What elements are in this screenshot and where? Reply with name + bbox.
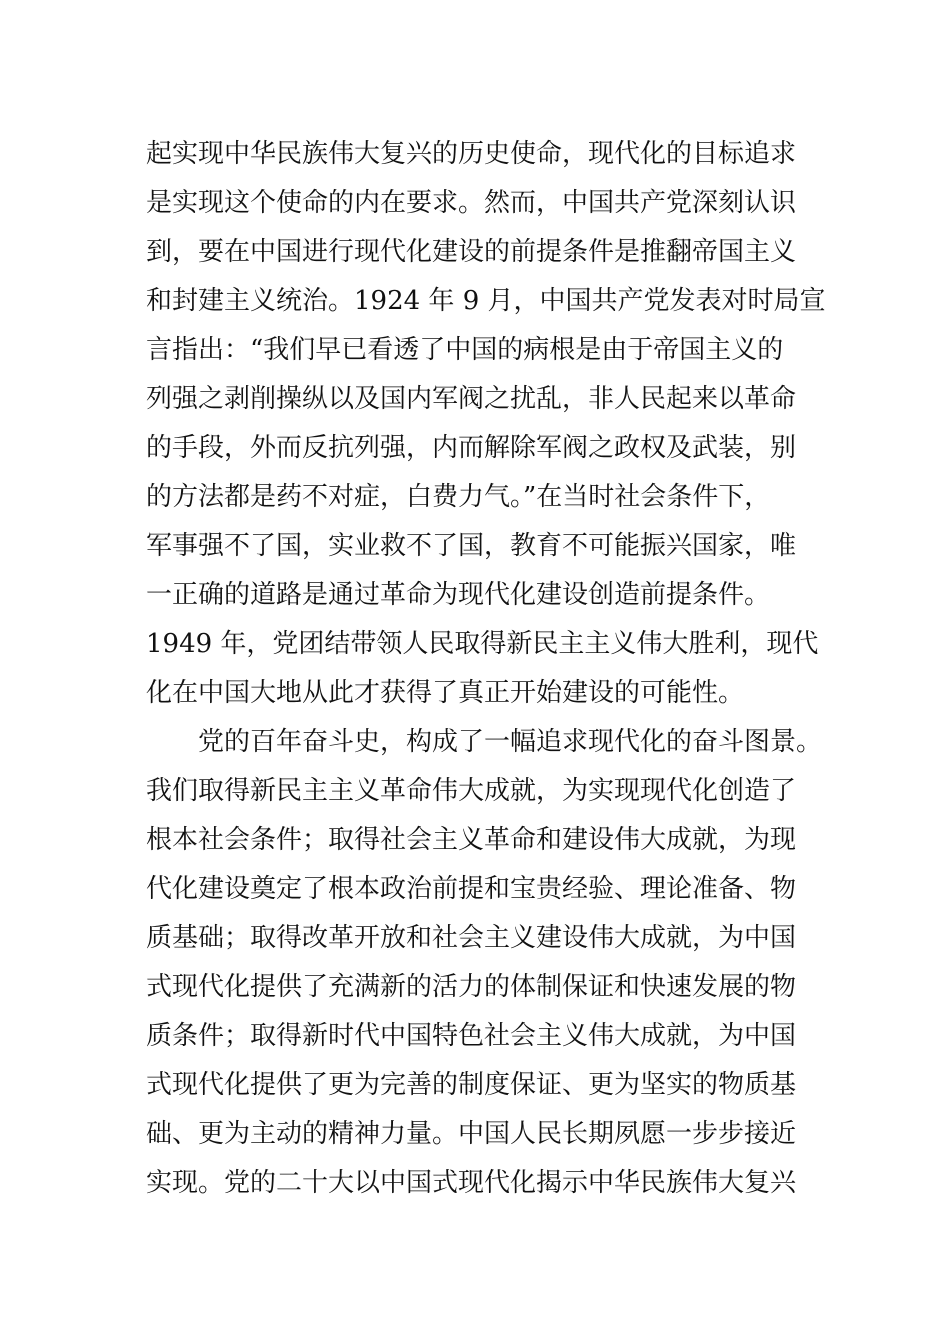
text-line: 的手段，外而反抗列强，内而解除军阀之政权及武装，别 — [146, 433, 797, 463]
text-line: 是实现这个使命的内在要求。然而，中国共产党深刻认识 — [146, 188, 797, 218]
text-line: 列强之剥削操纵以及国内军阀之扰乱，非人民起来以革命 — [146, 384, 797, 414]
text-line: 的方法都是药不对症，白费力气。”在当时社会条件下， — [146, 482, 771, 512]
text-line: 起实现中华民族伟大复兴的历史使命，现代化的目标追求 — [146, 139, 797, 169]
text-line: 党的百年奋斗史，构成了一幅追求现代化的奋斗图景。 — [198, 727, 823, 757]
text-line: 式现代化提供了充满新的活力的体制保证和快速发展的物 — [146, 972, 797, 1002]
text-line: 式现代化提供了更为完善的制度保证、更为坚实的物质基 — [146, 1070, 797, 1100]
text-line: 根本社会条件；取得社会主义革命和建设伟大成就，为现 — [146, 825, 797, 855]
text-line: 化在中国大地从此才获得了真正开始建设的可能性。 — [146, 678, 745, 708]
text-line: 到，要在中国进行现代化建设的前提条件是推翻帝国主义 — [146, 237, 797, 267]
text-line: 质条件；取得新时代中国特色社会主义伟大成就，为中国 — [146, 1021, 797, 1051]
text-line: 实现。党的二十大以中国式现代化揭示中华民族伟大复兴 — [146, 1168, 797, 1198]
text-line: 1949 年，党团结带领人民取得新民主主义伟大胜利，现代 — [146, 629, 819, 659]
text-line: 和封建主义统治。1924 年 9 月，中国共产党发表对时局宣 — [146, 286, 826, 316]
text-line: 质基础；取得改革开放和社会主义建设伟大成就，为中国 — [146, 923, 797, 953]
text-line: 言指出：“我们早已看透了中国的病根是由于帝国主义的 — [146, 335, 784, 365]
text-line: 础、更为主动的精神力量。中国人民长期夙愿一步步接近 — [146, 1119, 797, 1149]
body-text — [146, 130, 836, 1208]
text-line: 我们取得新民主主义革命伟大成就，为实现现代化创造了 — [146, 776, 797, 806]
text-line: 代化建设奠定了根本政治前提和宝贵经验、理论准备、物 — [146, 874, 797, 904]
text-line: 军事强不了国，实业救不了国，教育不可能振兴国家，唯 — [146, 531, 797, 561]
text-line: 一正确的道路是通过革命为现代化建设创造前提条件。 — [146, 580, 771, 610]
